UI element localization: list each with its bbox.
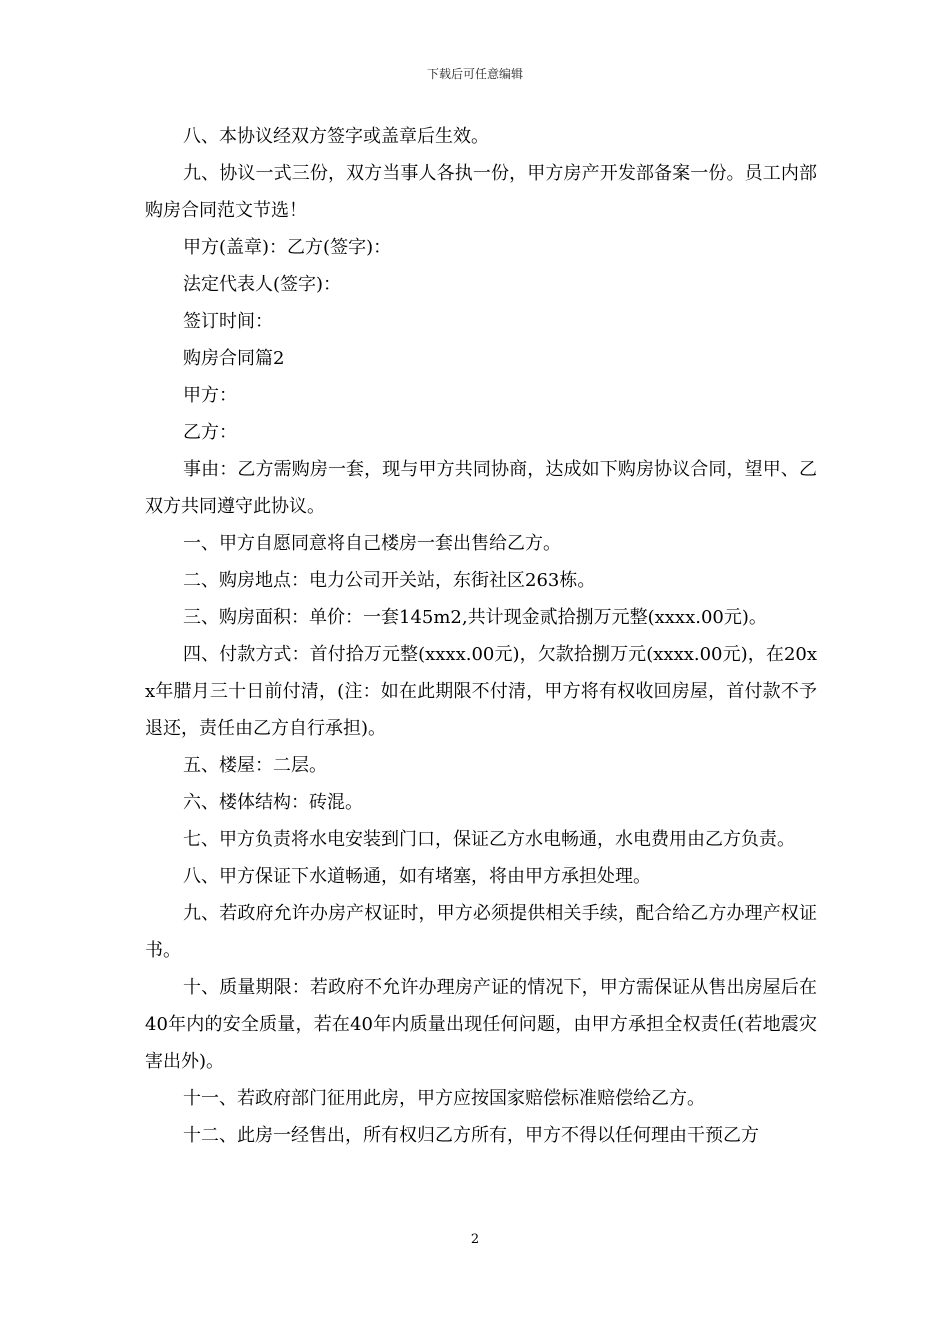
paragraph: 事由：乙方需购房一套，现与甲方共同协商，达成如下购房协议合同，望甲、乙双方共同遵守此协议。 bbox=[145, 459, 817, 517]
paragraph: 四、付款方式：首付拾万元整(xxxx.00元)，欠款拾捌万元(xxxx.00元)，在20xx年腊月三十日前付清，(注：如在此期限不付清，甲方将有权收回房屋，首付款不予退还，责任由乙方自行承担)。 bbox=[145, 644, 817, 739]
paragraph: 一、甲方自愿同意将自己楼房一套出售给乙方。 bbox=[183, 533, 561, 554]
paragraph: 法定代表人(签字)： bbox=[183, 274, 342, 295]
paragraph: 三、购房面积：单价：一套145m2,共计现金贰拾捌万元整(xxxx.00元)。 bbox=[183, 607, 767, 628]
paragraph: 九、协议一式三份，双方当事人各执一份，甲方房产开发部备案一份。员工内部购房合同范文节选！ bbox=[145, 163, 817, 221]
paragraph: 甲方： bbox=[183, 385, 237, 406]
paragraph: 甲方(盖章)：乙方(签字)： bbox=[183, 237, 392, 258]
paragraph: 七、甲方负责将水电安装到门口，保证乙方水电畅通，水电费用由乙方负责。 bbox=[183, 829, 795, 850]
paragraph: 二、购房地点：电力公司开关站，东街社区263栋。 bbox=[183, 570, 596, 591]
paragraph: 五、楼屋：二层。 bbox=[183, 755, 327, 776]
paragraph: 十一、若政府部门征用此房，甲方应按国家赔偿标准赔偿给乙方。 bbox=[183, 1088, 705, 1109]
document-body bbox=[145, 118, 817, 1154]
paragraph: 十二、此房一经售出，所有权归乙方所有，甲方不得以任何理由干预乙方 bbox=[183, 1125, 759, 1146]
paragraph: 签订时间： bbox=[183, 311, 273, 332]
page-header: 下载后可任意编辑 bbox=[426, 67, 523, 81]
paragraph: 六、楼体结构：砖混。 bbox=[183, 792, 363, 813]
paragraph: 九、若政府允许办房产权证时，甲方必须提供相关手续，配合给乙方办理产权证书。 bbox=[145, 903, 817, 961]
paragraph: 八、甲方保证下水道畅通，如有堵塞，将由甲方承担处理。 bbox=[183, 866, 651, 887]
paragraph: 十、质量期限：若政府不允许办理房产证的情况下，甲方需保证从售出房屋后在40年内的安全质量，若在40年内质量出现任何问题，由甲方承担全权责任(若地震灾害出外)。 bbox=[145, 977, 817, 1072]
page-number: 2 bbox=[470, 1232, 480, 1247]
paragraph: 八、本协议经双方签字或盖章后生效。 bbox=[183, 126, 489, 147]
paragraph: 乙方： bbox=[183, 422, 237, 443]
section-heading: 购房合同篇2 bbox=[183, 348, 285, 369]
